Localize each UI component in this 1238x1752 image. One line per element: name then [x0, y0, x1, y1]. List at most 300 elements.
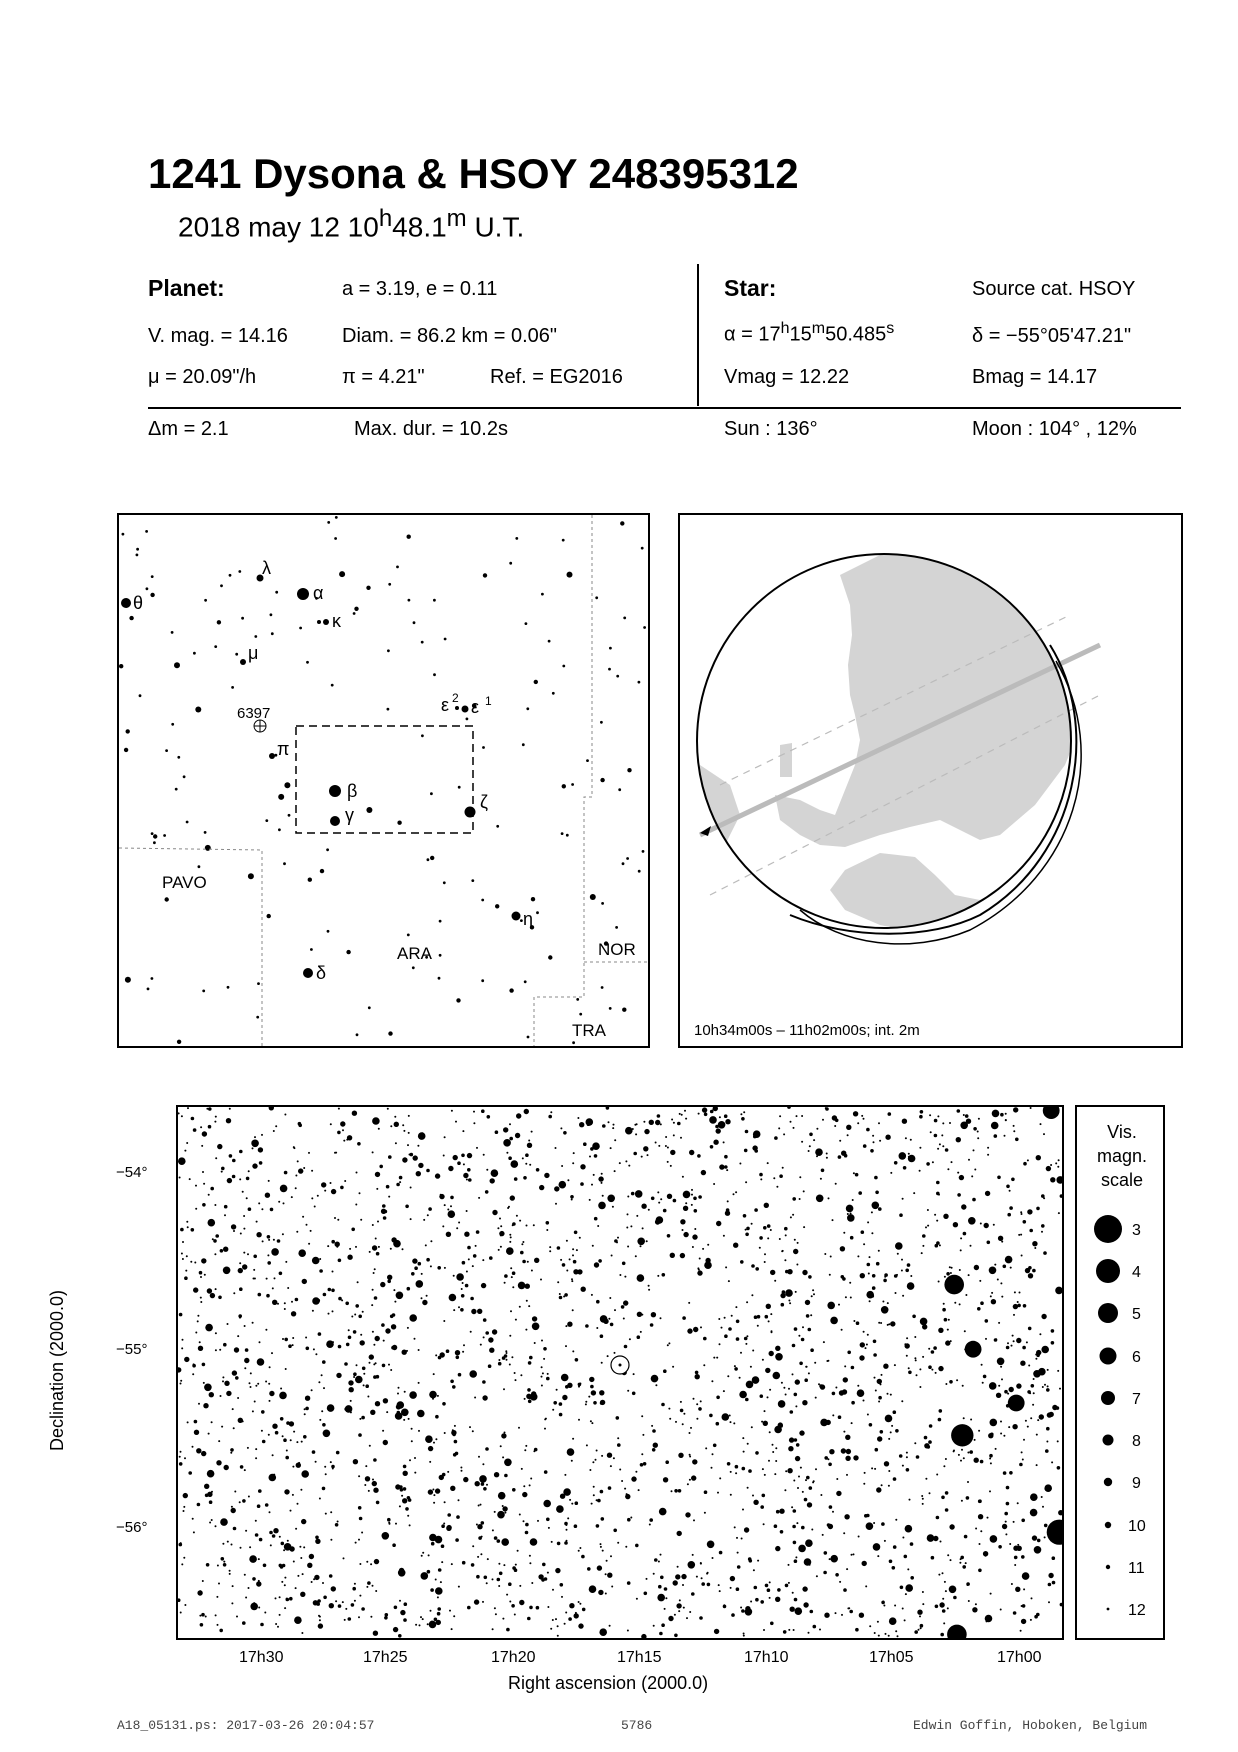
field-star [997, 1176, 1001, 1180]
field-star [537, 1520, 539, 1522]
field-star [382, 1430, 384, 1432]
field-star [432, 1489, 434, 1491]
field-star [495, 1130, 499, 1134]
field-star [352, 1587, 356, 1591]
finder-star [515, 537, 518, 540]
field-star [466, 1210, 468, 1212]
field-star [262, 1440, 266, 1444]
field-star [454, 1440, 458, 1444]
field-star [593, 1174, 595, 1176]
field-star [851, 1422, 853, 1424]
field-star [291, 1196, 293, 1198]
finder-star [335, 516, 338, 519]
field-star [668, 1616, 673, 1621]
field-star [878, 1322, 880, 1324]
field-star [777, 1588, 781, 1592]
field-star [246, 1197, 248, 1199]
field-star [582, 1608, 586, 1612]
field-star [916, 1374, 918, 1376]
field-star [890, 1431, 892, 1433]
field-star [612, 1127, 614, 1129]
field-star [670, 1150, 675, 1155]
finder-star [241, 617, 244, 620]
field-star [355, 1542, 357, 1544]
field-star [891, 1425, 893, 1427]
field-star [274, 1277, 276, 1279]
field-star [605, 1573, 607, 1575]
field-star [689, 1479, 691, 1481]
field-star [888, 1485, 890, 1487]
field-star [888, 1635, 890, 1637]
field-star [616, 1416, 620, 1420]
field-star [884, 1540, 886, 1542]
field-star [1041, 1231, 1043, 1233]
field-star [979, 1543, 981, 1545]
field-star [856, 1321, 860, 1325]
field-star [534, 1342, 536, 1344]
field-star [728, 1327, 732, 1331]
field-star [422, 1552, 424, 1554]
field-star [773, 1177, 775, 1179]
field-star [411, 1272, 415, 1276]
field-star [957, 1193, 961, 1197]
field-star [744, 1527, 749, 1532]
field-star [510, 1195, 515, 1200]
field-star [682, 1176, 684, 1178]
field-star [427, 1570, 431, 1574]
field-star [345, 1302, 349, 1306]
field-star [548, 1115, 552, 1119]
field-star [481, 1109, 485, 1113]
field-star [541, 1340, 543, 1342]
field-star [598, 1176, 603, 1181]
field-star [335, 1523, 339, 1527]
field-star [754, 1149, 758, 1153]
field-star [785, 1289, 793, 1297]
field-star [478, 1197, 480, 1199]
planet-motion: μ = 20.09"/h [148, 366, 257, 388]
field-star [776, 1510, 780, 1514]
field-star [899, 1213, 903, 1217]
field-star [401, 1409, 409, 1417]
field-star [549, 1250, 551, 1252]
finder-star [265, 819, 268, 822]
field-star [449, 1294, 457, 1302]
field-star [180, 1228, 184, 1232]
field-star [1023, 1439, 1025, 1441]
field-star [569, 1499, 571, 1501]
field-star [832, 1115, 837, 1120]
field-star [983, 1375, 987, 1379]
field-star [1042, 1506, 1044, 1508]
field-star [824, 1551, 828, 1555]
star-beta [329, 785, 341, 797]
field-star [407, 1515, 409, 1517]
field-star [360, 1340, 365, 1345]
field-star [332, 1310, 334, 1312]
field-star [389, 1523, 391, 1525]
field-star [723, 1141, 725, 1143]
field-star [294, 1616, 302, 1624]
field-star [943, 1303, 945, 1305]
field-star [709, 1116, 717, 1124]
field-star [184, 1276, 188, 1280]
field-star [782, 1250, 784, 1252]
field-star [670, 1253, 675, 1258]
field-star [255, 1457, 257, 1459]
finder-star [195, 707, 201, 713]
field-star [958, 1454, 960, 1456]
field-star [372, 1151, 374, 1153]
field-star [651, 1197, 655, 1201]
field-star [295, 1298, 299, 1302]
field-star [324, 1190, 326, 1192]
finder-star [572, 1041, 575, 1044]
field-star [931, 1350, 935, 1354]
field-star [890, 1172, 892, 1174]
field-star [978, 1514, 983, 1519]
field-star [845, 1296, 847, 1298]
moon-elongation: Moon : 104° , 12% [972, 418, 1137, 440]
field-star [283, 1202, 285, 1204]
field-star [425, 1576, 427, 1578]
field-star [782, 1167, 784, 1169]
field-star [855, 1173, 859, 1177]
field-star [676, 1603, 681, 1608]
field-star [677, 1566, 679, 1568]
field-star [555, 1203, 557, 1205]
finder-star [165, 897, 169, 901]
field-star [181, 1115, 183, 1117]
field-star [418, 1163, 423, 1168]
field-star [860, 1342, 865, 1347]
field-star [757, 1315, 761, 1319]
field-star [1028, 1266, 1032, 1270]
field-star [231, 1602, 233, 1604]
field-star [497, 1539, 501, 1543]
field-star [994, 1134, 998, 1138]
field-star [192, 1446, 194, 1448]
field-star [249, 1382, 251, 1384]
field-star [809, 1133, 813, 1137]
legend-dot-11 [1106, 1565, 1110, 1569]
field-star [355, 1304, 359, 1308]
field-star [701, 1582, 705, 1586]
field-star [877, 1379, 882, 1384]
field-star [762, 1494, 766, 1498]
field-star [839, 1140, 841, 1142]
field-star [796, 1264, 798, 1266]
field-star [906, 1456, 908, 1458]
field-star [362, 1311, 364, 1313]
field-star [1016, 1383, 1021, 1388]
event-minutes: 48.1 [392, 211, 447, 243]
field-star [1036, 1207, 1040, 1211]
finder-star [421, 641, 424, 644]
finder-star [136, 548, 139, 551]
field-star [453, 1309, 455, 1311]
field-star [275, 1623, 277, 1625]
field-star [262, 1240, 264, 1242]
field-star [1008, 1426, 1010, 1428]
field-star [1030, 1619, 1032, 1621]
field-star [943, 1214, 948, 1219]
field-star [180, 1612, 182, 1614]
field-star [700, 1400, 702, 1402]
finder-star [129, 616, 133, 620]
field-star [873, 1141, 875, 1143]
field-star [1044, 1484, 1052, 1492]
occultation-globe [678, 513, 1183, 1048]
page-title: 1241 Dysona & HSOY 248395312 [148, 150, 799, 197]
field-star [813, 1139, 815, 1141]
field-star [1013, 1340, 1015, 1342]
field-star [343, 1140, 345, 1142]
finder-star [388, 1031, 392, 1035]
field-star [426, 1258, 430, 1262]
field-star [723, 1605, 727, 1609]
field-star [660, 1317, 662, 1319]
finder-star [495, 904, 499, 908]
planet-parallax: π = 4.21" [342, 366, 425, 388]
field-star [359, 1563, 361, 1565]
field-star [197, 1320, 199, 1322]
field-star [502, 1356, 506, 1360]
field-star [674, 1634, 678, 1638]
field-star [324, 1466, 326, 1468]
field-star [719, 1477, 721, 1479]
field-star [832, 1511, 834, 1513]
finder-star [283, 862, 286, 865]
field-star [1041, 1346, 1049, 1354]
field-star [200, 1590, 202, 1592]
field-star [602, 1550, 604, 1552]
field-star [625, 1127, 633, 1135]
field-star [733, 1193, 735, 1195]
field-star [585, 1401, 587, 1403]
field-star [938, 1366, 943, 1371]
field-star [305, 1337, 307, 1339]
field-star [560, 1259, 562, 1261]
field-star [214, 1253, 216, 1255]
field-star [567, 1517, 569, 1519]
field-star [766, 1304, 771, 1309]
field-star [784, 1259, 786, 1261]
field-star [951, 1267, 953, 1269]
field-star [180, 1383, 182, 1385]
field-star [414, 1457, 416, 1459]
field-star [592, 1245, 594, 1247]
field-star [242, 1621, 246, 1625]
field-star [803, 1602, 808, 1607]
field-star [973, 1127, 977, 1131]
field-star [710, 1145, 714, 1149]
field-star [989, 1382, 997, 1390]
field-star [1005, 1521, 1007, 1523]
field-star [919, 1368, 921, 1370]
field-star [450, 1486, 455, 1491]
field-star [902, 1537, 904, 1539]
field-star [199, 1271, 203, 1275]
field-star [683, 1607, 685, 1609]
field-star [503, 1139, 511, 1147]
field-star [184, 1150, 186, 1152]
field-star [713, 1444, 717, 1448]
field-star [502, 1506, 507, 1511]
field-star [519, 1306, 521, 1308]
field-star [757, 1325, 759, 1327]
field-star [308, 1243, 310, 1245]
field-star [322, 1582, 324, 1584]
field-star [906, 1337, 908, 1339]
field-star [644, 1592, 648, 1596]
field-star [556, 1505, 564, 1513]
field-star [361, 1607, 365, 1611]
field-star [509, 1234, 511, 1236]
finder-star [548, 640, 551, 643]
field-star [806, 1366, 808, 1368]
field-star [818, 1383, 820, 1385]
field-star [402, 1157, 407, 1162]
field-star [875, 1448, 879, 1452]
field-star [680, 1253, 685, 1258]
field-star [877, 1436, 882, 1441]
field-star [678, 1489, 682, 1493]
field-star [811, 1529, 813, 1531]
field-star [321, 1374, 323, 1376]
field-star [233, 1527, 237, 1531]
field-star [271, 1248, 279, 1256]
field-star [301, 1470, 309, 1478]
field-star [392, 1543, 396, 1547]
field-star [207, 1288, 212, 1293]
field-star [740, 1113, 742, 1115]
field-star [728, 1280, 730, 1282]
field-star [1052, 1405, 1057, 1410]
field-star [598, 1259, 602, 1263]
field-star [291, 1301, 293, 1303]
finder-star [153, 834, 157, 838]
field-star [439, 1475, 444, 1480]
finder-star [561, 832, 564, 835]
field-star [753, 1500, 758, 1505]
field-star [718, 1318, 720, 1320]
field-star [361, 1532, 363, 1534]
field-star [506, 1352, 508, 1354]
field-star [1018, 1234, 1020, 1236]
field-star [455, 1121, 457, 1123]
field-star [949, 1122, 951, 1124]
field-star [200, 1126, 202, 1128]
field-star [244, 1325, 246, 1327]
field-star [231, 1506, 233, 1508]
field-star [311, 1389, 313, 1391]
field-star [740, 1607, 742, 1609]
field-star [549, 1246, 551, 1248]
legend-dot-9 [1104, 1478, 1112, 1486]
field-star [298, 1249, 306, 1257]
field-star [770, 1313, 772, 1315]
field-star [678, 1610, 680, 1612]
field-star [456, 1356, 460, 1360]
field-star [795, 1405, 797, 1407]
field-star [682, 1423, 684, 1425]
field-star [749, 1559, 753, 1563]
field-star [429, 1461, 431, 1463]
field-star [1006, 1486, 1010, 1490]
finder-star [430, 856, 434, 860]
field-star [525, 1153, 529, 1157]
finder-star [147, 988, 150, 991]
field-star [1004, 1135, 1006, 1137]
field-star [711, 1380, 713, 1382]
field-star [747, 1487, 749, 1489]
star-kappa [323, 619, 329, 625]
field-star [370, 1616, 372, 1618]
field-star [959, 1269, 961, 1271]
field-star [963, 1232, 967, 1236]
field-star [731, 1613, 735, 1617]
field-star [181, 1253, 183, 1255]
field-star [477, 1556, 479, 1558]
field-star [627, 1518, 631, 1522]
field-star [998, 1385, 1000, 1387]
field-star [385, 1613, 389, 1617]
field-star [901, 1270, 903, 1272]
field-star [453, 1615, 455, 1617]
field-star [533, 1224, 535, 1226]
field-star [990, 1419, 998, 1427]
field-star [302, 1216, 304, 1218]
field-star [200, 1297, 202, 1299]
star-mu [240, 659, 246, 665]
field-star [986, 1620, 988, 1622]
field-star [279, 1614, 281, 1616]
field-star [823, 1341, 825, 1343]
finder-star [397, 821, 401, 825]
field-star [273, 1130, 275, 1132]
field-star [469, 1370, 477, 1378]
field-star [519, 1600, 524, 1605]
field-star [509, 1335, 511, 1337]
field-star [300, 1489, 302, 1491]
field-star [203, 1382, 205, 1384]
field-star [969, 1450, 973, 1454]
field-star [447, 1209, 449, 1211]
field-star [453, 1453, 457, 1457]
field-star [475, 1245, 477, 1247]
field-star [1023, 1220, 1027, 1224]
field-star [249, 1546, 251, 1548]
field-star [330, 1461, 332, 1463]
field-star [525, 1329, 527, 1331]
field-star [917, 1610, 922, 1615]
field-star [590, 1420, 592, 1422]
field-star [369, 1362, 371, 1364]
star-ra-s: s [886, 320, 895, 337]
field-star [633, 1373, 635, 1375]
field-star [794, 1393, 798, 1397]
field-star [484, 1576, 488, 1580]
field-star [775, 1460, 777, 1462]
field-star [765, 1584, 769, 1588]
field-star [807, 1502, 812, 1507]
field-star [936, 1181, 940, 1185]
field-star [438, 1568, 442, 1572]
table-divider-vertical [697, 264, 699, 406]
field-star [935, 1372, 937, 1374]
field-star [290, 1510, 292, 1512]
